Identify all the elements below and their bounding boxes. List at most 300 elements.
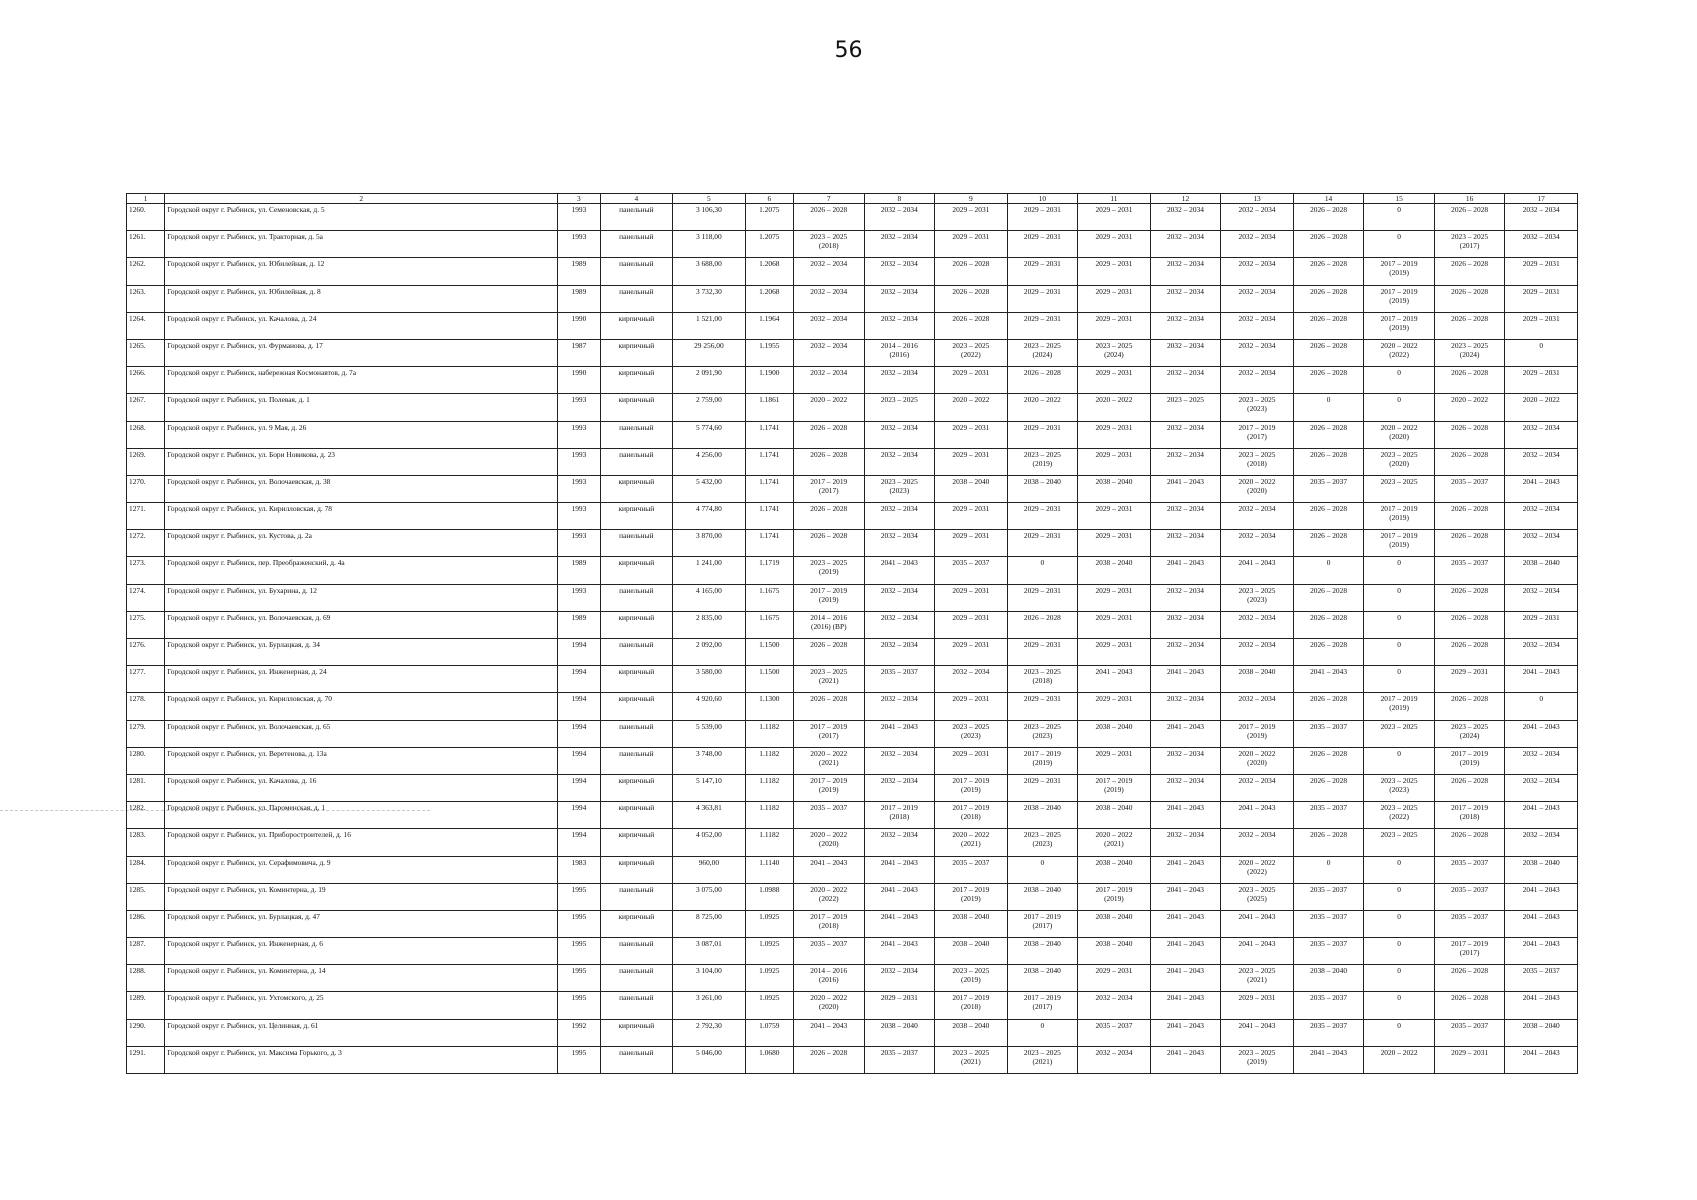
schedule-cell-col-11: 2017 – 2019 (2019) (1078, 883, 1151, 910)
schedule-cell-col-10: 2029 – 2031 (1007, 584, 1078, 611)
schedule-cell-col-12: 2032 – 2034 (1150, 339, 1221, 366)
wall-material-cell: панельный (600, 584, 673, 611)
schedule-cell-col-17: 2029 – 2031 (1505, 367, 1578, 394)
schedule-cell-col-16: 2020 – 2022 (1434, 394, 1505, 421)
schedule-cell-col-16: 2029 – 2031 (1434, 666, 1505, 693)
schedule-cell-col-7: 2023 – 2025 (2021) (794, 666, 865, 693)
row-number-cell: 1264. (127, 312, 165, 339)
year-built-cell: 1993 (558, 475, 600, 502)
schedule-cell-col-9: 2032 – 2034 (935, 666, 1008, 693)
table-row (127, 802, 1578, 829)
schedule-cell-col-12: 2041 – 2043 (1150, 938, 1221, 965)
column-number-13: 13 (1221, 194, 1294, 204)
year-built-cell: 1994 (558, 639, 600, 666)
schedule-cell-col-17: 2032 – 2034 (1505, 747, 1578, 774)
year-built-cell: 1995 (558, 965, 600, 992)
coefficient-cell: 1.0925 (745, 992, 793, 1019)
schedule-cell-col-7: 2032 – 2034 (794, 258, 865, 285)
column-number-row (127, 194, 1578, 204)
address-cell: Городской округ г. Рыбинск, ул. Бухарина, д. 12 (165, 584, 558, 611)
schedule-cell-col-12: 2032 – 2034 (1150, 611, 1221, 638)
schedule-cell-col-16: 2026 – 2028 (1434, 774, 1505, 801)
schedule-cell-col-16: 2026 – 2028 (1434, 530, 1505, 557)
coefficient-cell: 1.1182 (745, 774, 793, 801)
row-number-cell: 1275. (127, 611, 165, 638)
column-number-17: 17 (1505, 194, 1578, 204)
wall-material-cell: кирпичный (600, 802, 673, 829)
schedule-cell-col-11: 2029 – 2031 (1078, 693, 1151, 720)
row-number-cell: 1270. (127, 475, 165, 502)
year-built-cell: 1989 (558, 557, 600, 584)
coefficient-cell: 1.1500 (745, 666, 793, 693)
schedule-cell-col-17: 2041 – 2043 (1505, 938, 1578, 965)
schedule-cell-col-15: 2023 – 2025 (2023) (1364, 774, 1435, 801)
schedule-cell-col-16: 2026 – 2028 (1434, 829, 1505, 856)
address-cell: Городской округ г. Рыбинск, ул. Кирилловская, д. 70 (165, 693, 558, 720)
area-cell: 29 256,00 (673, 339, 746, 366)
schedule-cell-col-17: 2041 – 2043 (1505, 910, 1578, 937)
address-cell: Городской округ г. Рыбинск, ул. Коминтерна, д. 19 (165, 883, 558, 910)
schedule-cell-col-17: 2041 – 2043 (1505, 720, 1578, 747)
schedule-cell-col-15: 0 (1364, 611, 1435, 638)
row-number-cell: 1282. (127, 802, 165, 829)
schedule-cell-col-17: 2038 – 2040 (1505, 856, 1578, 883)
schedule-cell-col-11: 2029 – 2031 (1078, 421, 1151, 448)
year-built-cell: 1992 (558, 1019, 600, 1046)
column-number-5: 5 (673, 194, 746, 204)
table-row (127, 639, 1578, 666)
schedule-cell-col-17: 2032 – 2034 (1505, 448, 1578, 475)
schedule-cell-col-17: 2041 – 2043 (1505, 1046, 1578, 1073)
schedule-cell-col-16: 2026 – 2028 (1434, 448, 1505, 475)
area-cell: 1 521,00 (673, 312, 746, 339)
schedule-cell-col-14: 2026 – 2028 (1293, 258, 1364, 285)
schedule-cell-col-9: 2029 – 2031 (935, 693, 1008, 720)
schedule-cell-col-9: 2029 – 2031 (935, 530, 1008, 557)
schedule-cell-col-14: 2026 – 2028 (1293, 693, 1364, 720)
area-cell: 4 165,00 (673, 584, 746, 611)
schedule-cell-col-9: 2023 – 2025 (2019) (935, 965, 1008, 992)
schedule-cell-col-14: 2026 – 2028 (1293, 448, 1364, 475)
schedule-cell-col-9: 2026 – 2028 (935, 312, 1008, 339)
year-built-cell: 1993 (558, 530, 600, 557)
row-number-cell: 1285. (127, 883, 165, 910)
area-cell: 4 052,00 (673, 829, 746, 856)
schedule-cell-col-8: 2029 – 2031 (864, 992, 935, 1019)
schedule-cell-col-9: 2026 – 2028 (935, 285, 1008, 312)
schedule-cell-col-7: 2017 – 2019 (2017) (794, 720, 865, 747)
area-cell: 2 092,00 (673, 639, 746, 666)
coefficient-cell: 1.0925 (745, 938, 793, 965)
schedule-cell-col-9: 2029 – 2031 (935, 367, 1008, 394)
year-built-cell: 1995 (558, 1046, 600, 1073)
schedule-cell-col-11: 2029 – 2031 (1078, 448, 1151, 475)
schedule-cell-col-14: 2035 – 2037 (1293, 720, 1364, 747)
schedule-cell-col-17: 2032 – 2034 (1505, 639, 1578, 666)
table-row (127, 720, 1578, 747)
schedule-cell-col-17: 2032 – 2034 (1505, 421, 1578, 448)
schedule-cell-col-11: 2032 – 2034 (1078, 992, 1151, 1019)
schedule-cell-col-17: 2029 – 2031 (1505, 258, 1578, 285)
schedule-cell-col-15: 0 (1364, 584, 1435, 611)
schedule-cell-col-13: 2032 – 2034 (1221, 530, 1294, 557)
schedule-cell-col-11: 2032 – 2034 (1078, 1046, 1151, 1073)
row-number-cell: 1262. (127, 258, 165, 285)
address-cell: Городской округ г. Рыбинск, ул. Качалова, д. 24 (165, 312, 558, 339)
schedule-cell-col-10: 2029 – 2031 (1007, 693, 1078, 720)
table-row (127, 856, 1578, 883)
schedule-cell-col-12: 2032 – 2034 (1150, 231, 1221, 258)
schedule-cell-col-12: 2041 – 2043 (1150, 1019, 1221, 1046)
schedule-cell-col-16: 2035 – 2037 (1434, 557, 1505, 584)
row-number-cell: 1276. (127, 639, 165, 666)
coefficient-cell: 1.1182 (745, 802, 793, 829)
schedule-cell-col-17: 0 (1505, 339, 1578, 366)
schedule-cell-col-9: 2029 – 2031 (935, 747, 1008, 774)
schedule-cell-col-7: 2020 – 2022 (2020) (794, 829, 865, 856)
wall-material-cell: кирпичный (600, 394, 673, 421)
address-cell: Городской округ г. Рыбинск, ул. Кирилловская, д. 78 (165, 503, 558, 530)
schedule-cell-col-9: 2029 – 2031 (935, 611, 1008, 638)
schedule-cell-col-16: 2026 – 2028 (1434, 312, 1505, 339)
column-number-4: 4 (600, 194, 673, 204)
schedule-cell-col-13: 2041 – 2043 (1221, 802, 1294, 829)
schedule-cell-col-15: 0 (1364, 747, 1435, 774)
area-cell: 5 539,00 (673, 720, 746, 747)
schedule-cell-col-16: 2026 – 2028 (1434, 965, 1505, 992)
row-number-cell: 1291. (127, 1046, 165, 1073)
area-cell: 3 075,00 (673, 883, 746, 910)
schedule-cell-col-15: 0 (1364, 204, 1435, 231)
schedule-cell-col-8: 2014 – 2016 (2016) (864, 339, 935, 366)
table-row (127, 938, 1578, 965)
schedule-cell-col-8: 2041 – 2043 (864, 910, 935, 937)
schedule-cell-col-7: 2026 – 2028 (794, 530, 865, 557)
schedule-cell-col-15: 2023 – 2025 (2022) (1364, 802, 1435, 829)
address-cell: Городской округ г. Рыбинск, ул. Волочаевская, д. 38 (165, 475, 558, 502)
coefficient-cell: 1.1741 (745, 448, 793, 475)
row-number-cell: 1283. (127, 829, 165, 856)
row-number-cell: 1263. (127, 285, 165, 312)
schedule-cell-col-12: 2032 – 2034 (1150, 421, 1221, 448)
schedule-cell-col-9: 2023 – 2025 (2023) (935, 720, 1008, 747)
schedule-cell-col-14: 2026 – 2028 (1293, 503, 1364, 530)
coefficient-cell: 1.1741 (745, 421, 793, 448)
schedule-cell-col-9: 2017 – 2019 (2018) (935, 992, 1008, 1019)
table-row (127, 774, 1578, 801)
schedule-cell-col-13: 2020 – 2022 (2022) (1221, 856, 1294, 883)
wall-material-cell: панельный (600, 938, 673, 965)
schedule-cell-col-10: 2029 – 2031 (1007, 204, 1078, 231)
schedule-cell-col-17: 2032 – 2034 (1505, 774, 1578, 801)
schedule-cell-col-7: 2014 – 2016 (2016) (794, 965, 865, 992)
schedule-cell-col-10: 2029 – 2031 (1007, 421, 1078, 448)
schedule-cell-col-11: 2020 – 2022 (2021) (1078, 829, 1151, 856)
year-built-cell: 1994 (558, 720, 600, 747)
schedule-cell-col-7: 2017 – 2019 (2017) (794, 475, 865, 502)
schedule-cell-col-16: 2035 – 2037 (1434, 1019, 1505, 1046)
schedule-cell-col-7: 2026 – 2028 (794, 421, 865, 448)
schedule-cell-col-10: 2017 – 2019 (2019) (1007, 747, 1078, 774)
schedule-cell-col-17: 2032 – 2034 (1505, 231, 1578, 258)
schedule-cell-col-15: 2017 – 2019 (2019) (1364, 258, 1435, 285)
area-cell: 4 920,60 (673, 693, 746, 720)
year-built-cell: 1983 (558, 856, 600, 883)
table-row (127, 1046, 1578, 1073)
schedule-cell-col-10: 2023 – 2025 (2019) (1007, 448, 1078, 475)
schedule-cell-col-16: 2026 – 2028 (1434, 584, 1505, 611)
table-body (127, 204, 1578, 1074)
year-built-cell: 1993 (558, 503, 600, 530)
year-built-cell: 1994 (558, 693, 600, 720)
coefficient-cell: 1.2068 (745, 258, 793, 285)
schedule-cell-col-15: 2023 – 2025 (1364, 475, 1435, 502)
schedule-cell-col-11: 2038 – 2040 (1078, 475, 1151, 502)
schedule-cell-col-12: 2041 – 2043 (1150, 557, 1221, 584)
schedule-cell-col-7: 2014 – 2016 (2016) (ВР) (794, 611, 865, 638)
area-cell: 3 748,00 (673, 747, 746, 774)
area-cell: 2 091,90 (673, 367, 746, 394)
schedule-cell-col-7: 2041 – 2043 (794, 1019, 865, 1046)
wall-material-cell: панельный (600, 285, 673, 312)
schedule-cell-col-12: 2023 – 2025 (1150, 394, 1221, 421)
schedule-cell-col-12: 2032 – 2034 (1150, 639, 1221, 666)
schedule-cell-col-7: 2035 – 2037 (794, 938, 865, 965)
schedule-cell-col-9: 2017 – 2019 (2018) (935, 802, 1008, 829)
schedule-cell-col-15: 2023 – 2025 (1364, 720, 1435, 747)
schedule-cell-col-17: 2032 – 2034 (1505, 530, 1578, 557)
schedule-cell-col-14: 2026 – 2028 (1293, 639, 1364, 666)
schedule-cell-col-12: 2041 – 2043 (1150, 856, 1221, 883)
schedule-cell-col-8: 2041 – 2043 (864, 938, 935, 965)
schedule-cell-col-7: 2032 – 2034 (794, 285, 865, 312)
year-built-cell: 1987 (558, 339, 600, 366)
area-cell: 4 774,80 (673, 503, 746, 530)
schedule-cell-col-12: 2041 – 2043 (1150, 883, 1221, 910)
schedule-cell-col-11: 2029 – 2031 (1078, 312, 1151, 339)
schedule-cell-col-13: 2017 – 2019 (2017) (1221, 421, 1294, 448)
schedule-cell-col-16: 2026 – 2028 (1434, 258, 1505, 285)
schedule-cell-col-14: 2026 – 2028 (1293, 747, 1364, 774)
schedule-cell-col-13: 2041 – 2043 (1221, 910, 1294, 937)
schedule-cell-col-12: 2041 – 2043 (1150, 475, 1221, 502)
address-cell: Городской округ г. Рыбинск, ул. Юбилейная, д. 8 (165, 285, 558, 312)
schedule-cell-col-7: 2026 – 2028 (794, 204, 865, 231)
address-cell: Городской округ г. Рыбинск, ул. Волочаевская, д. 65 (165, 720, 558, 747)
schedule-cell-col-15: 2023 – 2025 (2020) (1364, 448, 1435, 475)
area-cell: 4 256,00 (673, 448, 746, 475)
schedule-cell-col-7: 2023 – 2025 (2019) (794, 557, 865, 584)
schedule-cell-col-7: 2026 – 2028 (794, 448, 865, 475)
coefficient-cell: 1.1182 (745, 829, 793, 856)
schedule-cell-col-11: 2029 – 2031 (1078, 584, 1151, 611)
year-built-cell: 1993 (558, 394, 600, 421)
area-cell: 3 261,00 (673, 992, 746, 1019)
table-row (127, 1019, 1578, 1046)
schedule-cell-col-17: 2029 – 2031 (1505, 312, 1578, 339)
schedule-cell-col-10: 2026 – 2028 (1007, 367, 1078, 394)
schedule-cell-col-10: 0 (1007, 1019, 1078, 1046)
wall-material-cell: кирпичный (600, 829, 673, 856)
year-built-cell: 1989 (558, 611, 600, 638)
year-built-cell: 1994 (558, 802, 600, 829)
schedule-cell-col-16: 2026 – 2028 (1434, 367, 1505, 394)
wall-material-cell: панельный (600, 258, 673, 285)
table-row (127, 584, 1578, 611)
area-cell: 3 118,00 (673, 231, 746, 258)
wall-material-cell: панельный (600, 883, 673, 910)
address-cell: Городской округ г. Рыбинск, ул. Инженерная, д. 24 (165, 666, 558, 693)
schedule-cell-col-12: 2032 – 2034 (1150, 774, 1221, 801)
area-cell: 960,00 (673, 856, 746, 883)
schedule-cell-col-15: 2023 – 2025 (1364, 829, 1435, 856)
schedule-cell-col-13: 2032 – 2034 (1221, 611, 1294, 638)
wall-material-cell: панельный (600, 231, 673, 258)
area-cell: 3 732,30 (673, 285, 746, 312)
column-number-2: 2 (165, 194, 558, 204)
area-cell: 3 087,01 (673, 938, 746, 965)
schedule-cell-col-8: 2038 – 2040 (864, 1019, 935, 1046)
schedule-cell-col-13: 2032 – 2034 (1221, 639, 1294, 666)
schedule-cell-col-16: 2026 – 2028 (1434, 611, 1505, 638)
schedule-cell-col-8: 2041 – 2043 (864, 856, 935, 883)
schedule-cell-col-14: 2041 – 2043 (1293, 666, 1364, 693)
schedule-cell-col-15: 2020 – 2022 (2022) (1364, 339, 1435, 366)
coefficient-cell: 1.1182 (745, 720, 793, 747)
schedule-cell-col-13: 2032 – 2034 (1221, 231, 1294, 258)
schedule-cell-col-8: 2032 – 2034 (864, 774, 935, 801)
schedule-cell-col-9: 2029 – 2031 (935, 421, 1008, 448)
schedule-cell-col-16: 2026 – 2028 (1434, 639, 1505, 666)
schedule-cell-col-11: 2029 – 2031 (1078, 503, 1151, 530)
schedule-cell-col-10: 2017 – 2019 (2017) (1007, 992, 1078, 1019)
wall-material-cell: кирпичный (600, 339, 673, 366)
year-built-cell: 1995 (558, 910, 600, 937)
schedule-cell-col-10: 2029 – 2031 (1007, 231, 1078, 258)
wall-material-cell: панельный (600, 992, 673, 1019)
schedule-cell-col-7: 2020 – 2022 (2022) (794, 883, 865, 910)
table-row (127, 611, 1578, 638)
schedule-cell-col-7: 2017 – 2019 (2018) (794, 910, 865, 937)
table-row (127, 829, 1578, 856)
year-built-cell: 1993 (558, 584, 600, 611)
schedule-cell-col-17: 2041 – 2043 (1505, 802, 1578, 829)
schedule-cell-col-12: 2032 – 2034 (1150, 584, 1221, 611)
schedule-cell-col-16: 2026 – 2028 (1434, 204, 1505, 231)
schedule-cell-col-13: 2032 – 2034 (1221, 829, 1294, 856)
schedule-cell-col-14: 2026 – 2028 (1293, 285, 1364, 312)
schedule-cell-col-15: 2017 – 2019 (2019) (1364, 503, 1435, 530)
row-number-cell: 1266. (127, 367, 165, 394)
schedule-cell-col-15: 2017 – 2019 (2019) (1364, 285, 1435, 312)
schedule-cell-col-14: 2026 – 2028 (1293, 774, 1364, 801)
schedule-cell-col-8: 2032 – 2034 (864, 204, 935, 231)
schedule-cell-col-10: 2023 – 2025 (2024) (1007, 339, 1078, 366)
address-cell: Городской округ г. Рыбинск, ул. Волочаевская, д. 69 (165, 611, 558, 638)
schedule-cell-col-12: 2032 – 2034 (1150, 204, 1221, 231)
schedule-cell-col-15: 2020 – 2022 (1364, 1046, 1435, 1073)
schedule-cell-col-8: 2032 – 2034 (864, 421, 935, 448)
schedule-cell-col-11: 2029 – 2031 (1078, 204, 1151, 231)
schedule-cell-col-14: 2035 – 2037 (1293, 910, 1364, 937)
row-number-cell: 1269. (127, 448, 165, 475)
schedule-cell-col-9: 2017 – 2019 (2019) (935, 774, 1008, 801)
year-built-cell: 1994 (558, 774, 600, 801)
schedule-cell-col-13: 2041 – 2043 (1221, 557, 1294, 584)
schedule-cell-col-11: 2020 – 2022 (1078, 394, 1151, 421)
schedule-cell-col-15: 0 (1364, 367, 1435, 394)
area-cell: 3 688,00 (673, 258, 746, 285)
row-number-cell: 1279. (127, 720, 165, 747)
schedule-cell-col-14: 2026 – 2028 (1293, 339, 1364, 366)
schedule-cell-col-10: 2023 – 2025 (2021) (1007, 1046, 1078, 1073)
schedule-cell-col-9: 2035 – 2037 (935, 856, 1008, 883)
schedule-cell-col-9: 2017 – 2019 (2019) (935, 883, 1008, 910)
area-cell: 3 580,00 (673, 666, 746, 693)
schedule-cell-col-14: 2035 – 2037 (1293, 475, 1364, 502)
schedule-cell-col-8: 2041 – 2043 (864, 883, 935, 910)
coefficient-cell: 1.1964 (745, 312, 793, 339)
schedule-cell-col-11: 2017 – 2019 (2019) (1078, 774, 1151, 801)
address-cell: Городской округ г. Рыбинск, ул. Семеновская, д. 5 (165, 204, 558, 231)
area-cell: 5 774,60 (673, 421, 746, 448)
schedule-cell-col-16: 2035 – 2037 (1434, 883, 1505, 910)
schedule-cell-col-12: 2041 – 2043 (1150, 965, 1221, 992)
schedule-cell-col-13: 2038 – 2040 (1221, 666, 1294, 693)
schedule-cell-col-10: 2026 – 2028 (1007, 611, 1078, 638)
schedule-cell-col-13: 2032 – 2034 (1221, 258, 1294, 285)
schedule-cell-col-11: 2038 – 2040 (1078, 856, 1151, 883)
schedule-cell-col-17: 2041 – 2043 (1505, 883, 1578, 910)
coefficient-cell: 1.0925 (745, 910, 793, 937)
schedule-cell-col-13: 2023 – 2025 (2025) (1221, 883, 1294, 910)
year-built-cell: 1994 (558, 747, 600, 774)
schedule-cell-col-10: 2038 – 2040 (1007, 883, 1078, 910)
schedule-cell-col-8: 2032 – 2034 (864, 639, 935, 666)
schedule-cell-col-16: 2023 – 2025 (2024) (1434, 339, 1505, 366)
schedule-cell-col-13: 2017 – 2019 (2019) (1221, 720, 1294, 747)
table-row (127, 204, 1578, 231)
schedule-cell-col-7: 2041 – 2043 (794, 856, 865, 883)
wall-material-cell: панельный (600, 747, 673, 774)
row-number-cell: 1267. (127, 394, 165, 421)
area-cell: 5 432,00 (673, 475, 746, 502)
wall-material-cell: кирпичный (600, 475, 673, 502)
schedule-cell-col-13: 2029 – 2031 (1221, 992, 1294, 1019)
wall-material-cell: кирпичный (600, 1019, 673, 1046)
row-number-cell: 1287. (127, 938, 165, 965)
schedule-cell-col-7: 2026 – 2028 (794, 639, 865, 666)
wall-material-cell: кирпичный (600, 693, 673, 720)
row-number-cell: 1277. (127, 666, 165, 693)
schedule-cell-col-17: 2020 – 2022 (1505, 394, 1578, 421)
schedule-cell-col-12: 2032 – 2034 (1150, 503, 1221, 530)
address-cell: Городской округ г. Рыбинск, ул. Юбилейная, д. 12 (165, 258, 558, 285)
schedule-cell-col-14: 2035 – 2037 (1293, 992, 1364, 1019)
area-cell: 3 106,30 (673, 204, 746, 231)
coefficient-cell: 1.1741 (745, 530, 793, 557)
area-cell: 1 241,00 (673, 557, 746, 584)
address-cell: Городской округ г. Рыбинск, ул. Целинная, д. 61 (165, 1019, 558, 1046)
schedule-cell-col-13: 2041 – 2043 (1221, 1019, 1294, 1046)
schedule-cell-col-11: 2038 – 2040 (1078, 557, 1151, 584)
address-cell: Городской округ г. Рыбинск, ул. Фурманова, д. 17 (165, 339, 558, 366)
coefficient-cell: 1.1861 (745, 394, 793, 421)
schedule-cell-col-10: 0 (1007, 856, 1078, 883)
schedule-cell-col-16: 2035 – 2037 (1434, 910, 1505, 937)
schedule-cell-col-11: 2038 – 2040 (1078, 802, 1151, 829)
schedule-cell-col-14: 2035 – 2037 (1293, 802, 1364, 829)
